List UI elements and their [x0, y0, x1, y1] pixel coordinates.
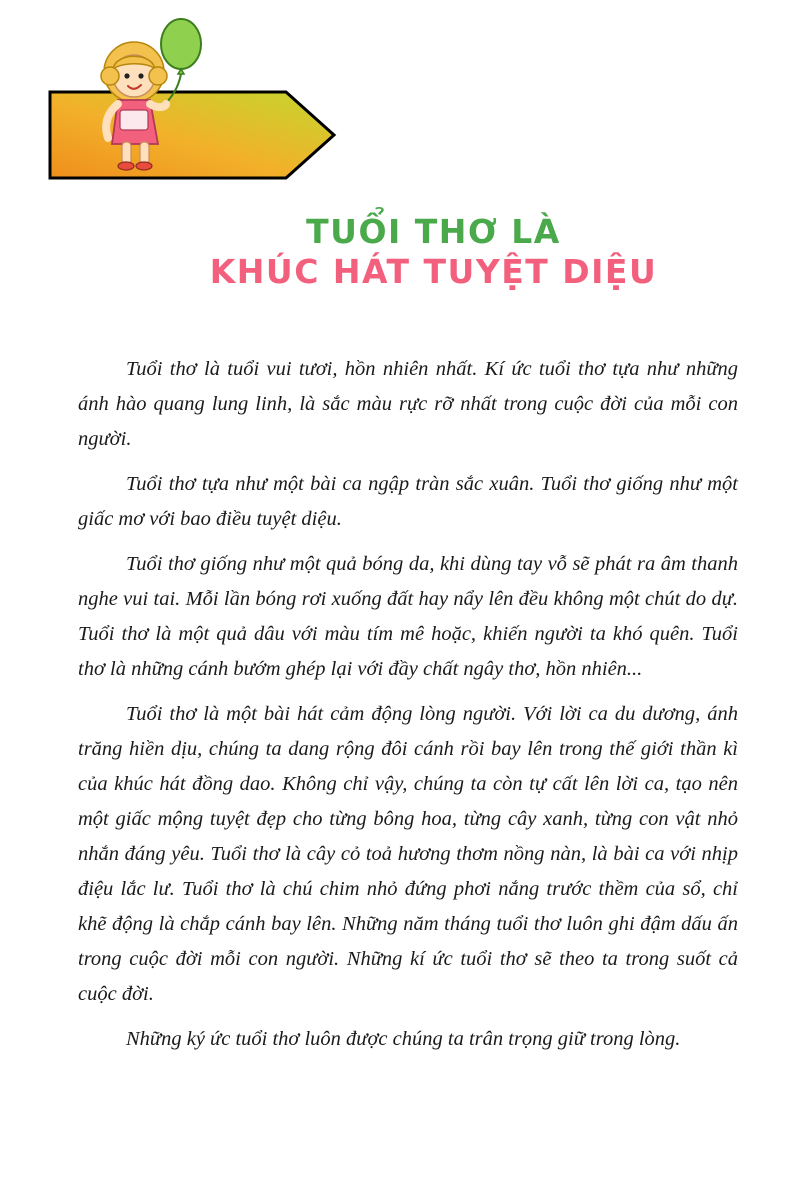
paragraph: Những ký ức tuổi thơ luôn được chúng ta trân trọng giữ trong lòng. [126, 1028, 681, 1050]
article-body [78, 352, 738, 1057]
title-line-2: KHÚC HÁT TUYỆT DIỆU [209, 252, 658, 292]
paragraph: Tuổi thơ giống như một quả bóng da, khi dùng tay vỗ sẽ phát ra âm thanh nghe vui tai. Mỗi lần bóng rơi xuống đất hay nẩy lên đều không một chút do dự. Tuổi thơ là một quả dâu với màu tím mê hoặc, khiến người ta khó quên. Tuổi thơ là những cánh bướm ghép lại với đầy chất ngây thơ, hồn nhiên... [78, 553, 738, 680]
title-line-1: TUỔI THƠ LÀ [306, 212, 561, 251]
paragraph: Tuổi thơ tựa như một bài ca ngập tràn sắc xuân. Tuổi thơ giống như một giấc mơ với bao điều tuyệt diệu. [78, 473, 738, 530]
girl-with-balloon-illustration [86, 14, 216, 174]
paragraph: Tuổi thơ là một bài hát cảm động lòng người. Với lời ca du dương, ánh trăng hiền dịu, chúng ta dang rộng đôi cánh rồi bay lên trong thế giới thần kì của khúc hát đồng dao. Không chỉ vậy, chúng ta còn tự cất lên lời ca, tạo nên một giấc mộng tuyệt đẹp cho từng bông hoa, từng cây xanh, từng con vật nhỏ nhắn đáng yêu. Tuổi thơ là cây cỏ toả hương thơm nồng nàn, là bài ca với nhịp điệu lắc lư. Tuổi thơ là chú chim nhỏ đứng phơi nắng trước thềm của sổ, chỉ khẽ động là chắp cánh bay lên. Những năm tháng tuổi thơ luôn ghi đậm dấu ấn trong cuộc đời mỗi con người. Những kí ức tuổi thơ sẽ theo ta trong suốt cả cuộc đời. [78, 703, 738, 1005]
paragraph: Tuổi thơ là tuổi vui tươi, hồn nhiên nhất. Kí ức tuổi thơ tựa như những ánh hào quang lung linh, là sắc màu rực rỡ nhất trong cuộc đời của mỗi con người. [78, 358, 738, 450]
page-title [0, 212, 807, 293]
